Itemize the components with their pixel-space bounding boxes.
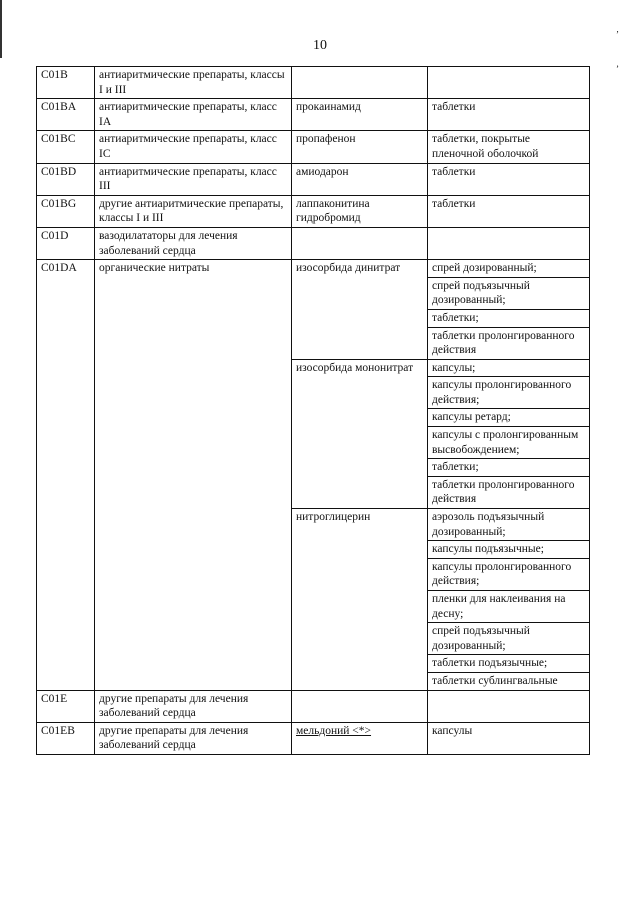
atc-code: C01BD [37, 163, 95, 195]
dosage-form: таблетки пролонгированного действия [428, 476, 590, 508]
table-row [37, 722, 590, 754]
drug-name: лаппаконитина гидробромид [292, 195, 428, 227]
dosage-form [428, 67, 590, 99]
group-name: антиаритмические препараты, класс IA [95, 99, 292, 131]
group-name: антиаритмические препараты, класс IC [95, 131, 292, 163]
drug-name: прокаинамид [292, 99, 428, 131]
atc-code: C01D [37, 227, 95, 259]
group-name: вазодилататоры для лечения заболеваний сердца [95, 227, 292, 259]
dosage-form: таблетки [428, 99, 590, 131]
drug-table [36, 66, 590, 755]
dosage-form: капсулы пролонгированного действия; [428, 377, 590, 409]
dosage-form: капсулы ретард; [428, 409, 590, 427]
dosage-form [428, 227, 590, 259]
table-row [37, 99, 590, 131]
margin-mark: ‚ [616, 24, 619, 34]
atc-code: C01BG [37, 195, 95, 227]
table-row [37, 227, 590, 259]
drug-name: изосорбида динитрат [292, 260, 428, 360]
table-row [37, 195, 590, 227]
drug-name: пропафенон [292, 131, 428, 163]
dosage-form: капсулы с пролонгированным высвобождением; [428, 427, 590, 459]
table-row [37, 163, 590, 195]
group-name: антиаритмические препараты, классы I и III [95, 67, 292, 99]
dosage-form: капсулы подъязычные; [428, 541, 590, 559]
group-name: органические нитраты [95, 260, 292, 690]
atc-code: C01B [37, 67, 95, 99]
dosage-form: спрей подъязычный дозированный; [428, 623, 590, 655]
dosage-form: таблетки; [428, 309, 590, 327]
atc-code: C01BA [37, 99, 95, 131]
dosage-form: пленки для наклеивания на десну; [428, 591, 590, 623]
drug-name: мельдоний <*> [292, 722, 428, 754]
drug-name [292, 690, 428, 722]
group-name: другие препараты для лечения заболеваний сердца [95, 722, 292, 754]
dosage-form: аэрозоль подъязычный дозированный; [428, 509, 590, 541]
dosage-form [428, 690, 590, 722]
dosage-form: таблетки; [428, 459, 590, 477]
drug-name: изосорбида мононитрат [292, 359, 428, 508]
atc-code: C01EB [37, 722, 95, 754]
group-name: другие препараты для лечения заболеваний сердца [95, 690, 292, 722]
dosage-form: таблетки подъязычные; [428, 655, 590, 673]
dosage-form: таблетки сублингвальные [428, 672, 590, 690]
dosage-form: таблетки, покрытые пленочной оболочкой [428, 131, 590, 163]
dosage-form: капсулы пролонгированного действия; [428, 558, 590, 590]
drug-name: нитроглицерин [292, 509, 428, 691]
dosage-form: спрей дозированный; [428, 260, 590, 278]
table-row [37, 260, 590, 278]
drug-name [292, 67, 428, 99]
table-row [37, 67, 590, 99]
group-name: другие антиаритмические препараты, классы I и III [95, 195, 292, 227]
dosage-form: спрей подъязычный дозированный; [428, 277, 590, 309]
margin-mark: ’ [616, 64, 619, 74]
drug-name: амиодарон [292, 163, 428, 195]
dosage-form: капсулы; [428, 359, 590, 377]
dosage-form: таблетки [428, 195, 590, 227]
page-number: 10 [313, 38, 327, 53]
atc-code: C01BC [37, 131, 95, 163]
atc-code: C01DA [37, 260, 95, 690]
group-name: антиаритмические препараты, класс III [95, 163, 292, 195]
atc-code: C01E [37, 690, 95, 722]
drug-name [292, 227, 428, 259]
dosage-form: таблетки [428, 163, 590, 195]
table-row [37, 690, 590, 722]
dosage-form: таблетки пролонгированного действия [428, 327, 590, 359]
table-row [37, 131, 590, 163]
dosage-form: капсулы [428, 722, 590, 754]
